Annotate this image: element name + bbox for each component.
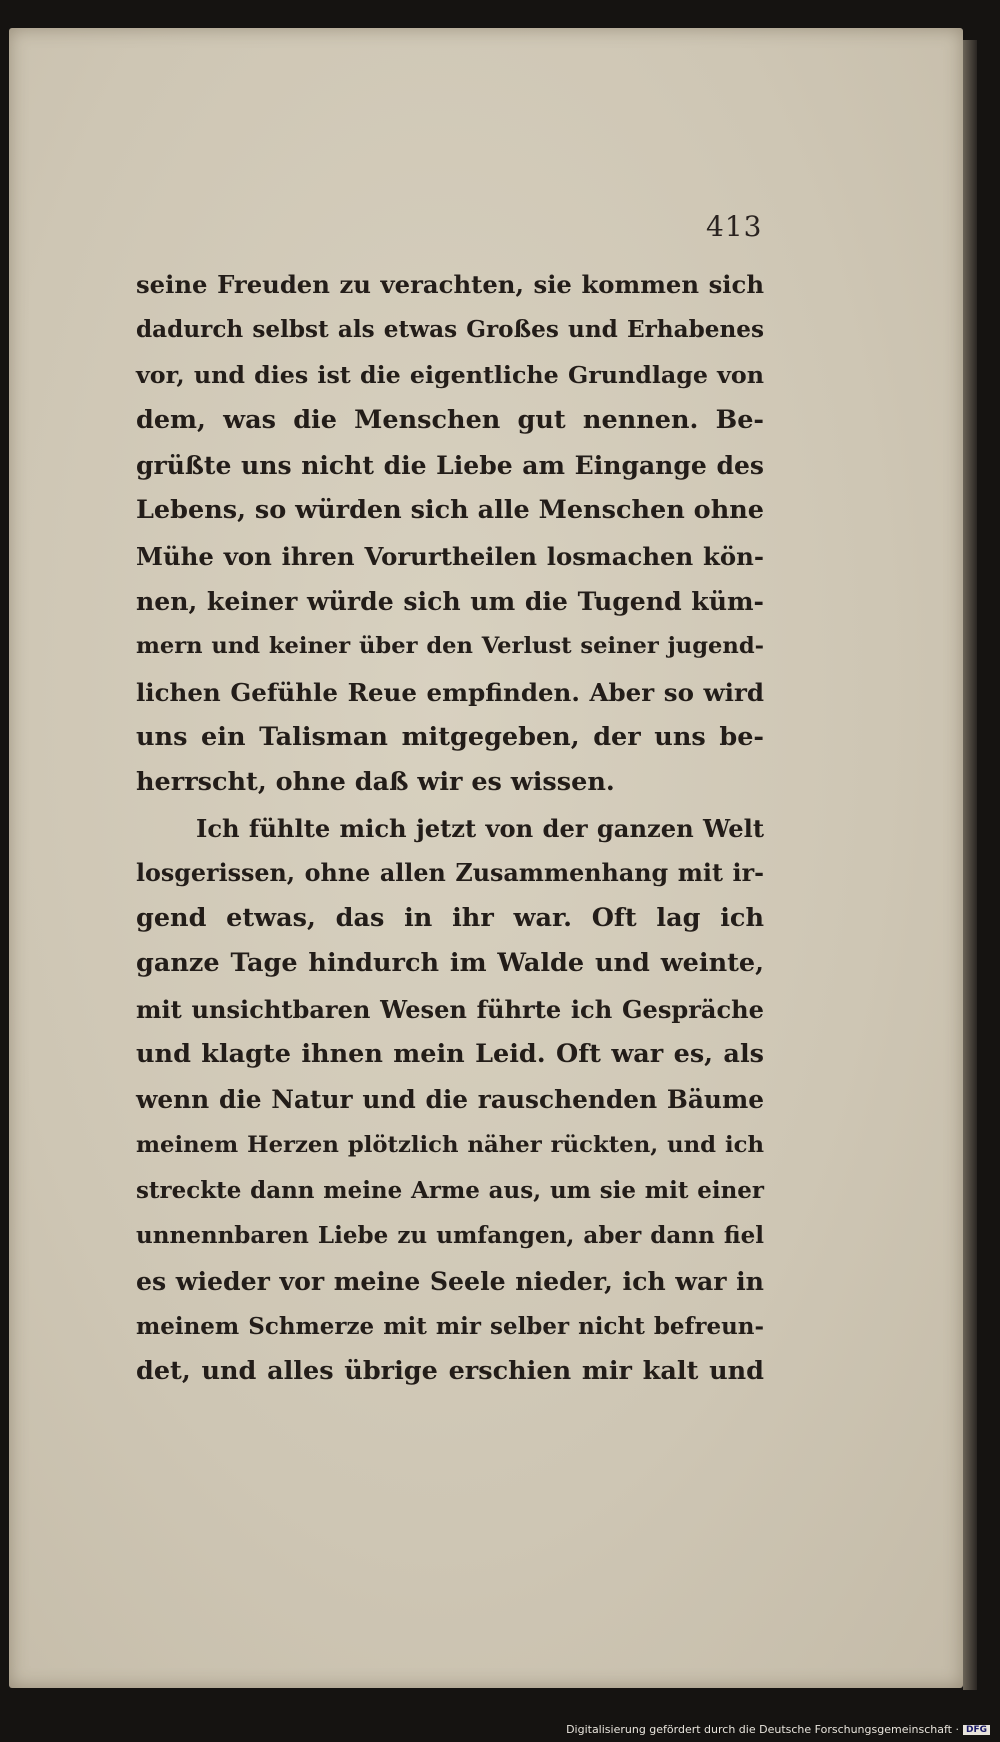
dfg-logo: DFG	[963, 1725, 990, 1735]
text-line: unnennbaren Liebe zu umfangen, aber dann fiel	[136, 1222, 764, 1250]
digitization-credit	[566, 1723, 990, 1736]
text-line: losgerissen, ohne allen Zusammenhang mit ir-	[136, 858, 764, 887]
text-line: det, und alles übrige erschien mir kalt und	[136, 1356, 764, 1387]
text-line: seine Freuden zu verachten, sie kommen sich	[136, 270, 764, 299]
text-line: meinem Herzen plötzlich näher rückten, und ich	[136, 1131, 764, 1158]
text-line: lichen Gefühle Reue empfinden. Aber so wird	[136, 677, 764, 707]
text-line: vor, und dies ist die eigentliche Grundlage von	[136, 360, 764, 389]
body-text	[136, 262, 764, 1394]
text-line: gend etwas, das in ihr war. Oft lag ich	[136, 903, 764, 934]
text-line: dadurch selbst als etwas Großes und Erhabenes	[136, 316, 764, 344]
text-line: Ich fühlte mich jetzt von der ganzen Welt	[196, 813, 764, 843]
text-line: Lebens, so würden sich alle Menschen ohne	[136, 495, 764, 526]
text-line: dem, was die Menschen gut nennen. Be-	[136, 404, 764, 435]
text-line: meinem Schmerze mit mir selber nicht befreun-	[136, 1312, 764, 1340]
text-line: uns ein Talisman mitgegeben, der uns be-	[136, 721, 764, 752]
text-line: mern und keiner über den Verlust seiner jugend-	[136, 633, 764, 660]
text-line: grüßte uns nicht die Liebe am Eingange des	[136, 450, 764, 481]
text-line: streckte dann meine Arme aus, um sie mit einer	[136, 1176, 764, 1204]
credit-text: Digitalisierung gefördert durch die Deutsche Forschungsgemeinschaft ·	[566, 1723, 959, 1736]
page-number: 413	[706, 210, 763, 243]
text-line: wenn die Natur und die rauschenden Bäume	[136, 1085, 764, 1115]
page-edge	[963, 40, 977, 1690]
text-line: es wieder vor meine Seele nieder, ich war in	[136, 1265, 764, 1296]
text-line: nen, keiner würde sich um die Tugend küm-	[136, 586, 764, 617]
text-line: mit unsichtbaren Wesen führte ich Gespräche	[136, 994, 764, 1024]
text-line: und klagte ihnen mein Leid. Oft war es, als	[136, 1039, 764, 1070]
text-line: herrscht, ohne daß wir es wissen.	[136, 767, 615, 798]
text-line: ganze Tage hindurch im Walde und weinte,	[136, 948, 764, 979]
text-line: Mühe von ihren Vorurtheilen losmachen kön-	[136, 541, 764, 571]
